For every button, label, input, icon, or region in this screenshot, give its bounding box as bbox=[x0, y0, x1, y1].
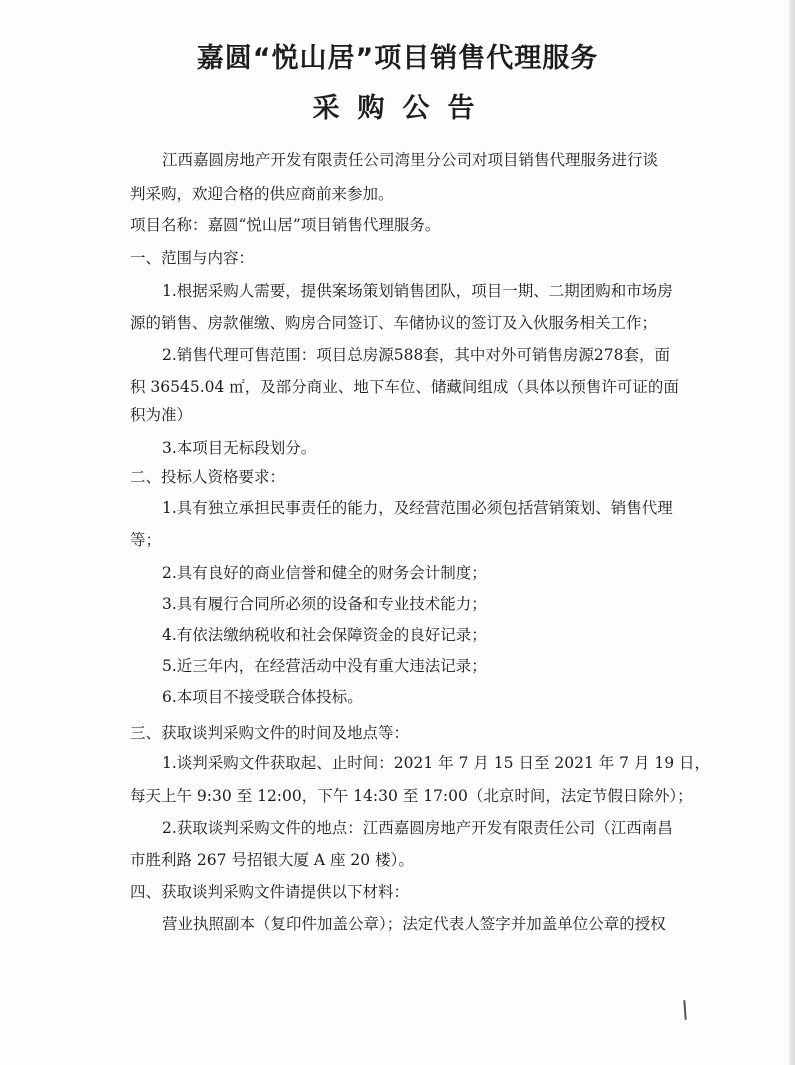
scope-item-2-line-1: 2.销售代理可售范围：项目总房源588套，其中对外可销售房源278套，面 bbox=[162, 346, 670, 364]
section-3-heading: 三、获取谈判采购文件的时间及地点等： bbox=[130, 724, 410, 742]
qual-item-6: 6.本项目不接受联合体投标。 bbox=[162, 688, 363, 706]
page-edge-shadow bbox=[789, 0, 795, 1065]
location-line-2: 市胜利路 267 号招银大厦 A 座 20 楼）。 bbox=[130, 851, 414, 869]
materials-line-1: 营业执照副本（复印件加盖公章）；法定代表人签字并加盖单位公章的授权 bbox=[162, 915, 666, 933]
qual-item-4: 4.有依法缴纳税收和社会保障资金的良好记录； bbox=[162, 626, 487, 644]
time-line-1: 1.谈判采购文件获取起、止时间：2021 年 7 月 15 日至 2021 年 7 月 19 日， bbox=[162, 754, 711, 772]
scope-item-2-line-3: 积为准） bbox=[130, 406, 193, 424]
location-line-1: 2.获取谈判采购文件的地点：江西嘉圆房地产开发有限责任公司（江西南昌 bbox=[162, 819, 673, 837]
time-line-2: 每天上午 9:30 至 12:00，下午 14:30 至 17:00（北京时间，法定节假日除外）； bbox=[130, 787, 693, 805]
scope-item-2-line-2: 积 36545.04 ㎡，及部分商业、地下车位、储藏间组成（具体以预售许可证的面 bbox=[130, 378, 679, 396]
document-title: 嘉圆“悦山居”项目销售代理服务 bbox=[196, 43, 599, 74]
qual-item-1-line-2: 等； bbox=[130, 531, 162, 549]
section-2-heading: 二、投标人资格要求： bbox=[130, 468, 286, 486]
project-name-line: 项目名称：嘉圆“悦山居”项目销售代理服务。 bbox=[130, 216, 441, 234]
intro-line-2: 判采购，欢迎合格的供应商前来参加。 bbox=[130, 185, 394, 203]
qual-item-2: 2.具有良好的商业信誉和健全的财务会计制度； bbox=[162, 564, 487, 582]
intro-line-1: 江西嘉圆房地产开发有限责任公司湾里分公司对项目销售代理服务进行谈 bbox=[162, 151, 659, 169]
section-1-heading: 一、范围与内容： bbox=[130, 249, 255, 267]
qual-item-3: 3.具有履行合同所必须的设备和专业技术能力； bbox=[162, 595, 487, 613]
pen-mark bbox=[683, 1000, 686, 1020]
section-4-heading: 四、获取谈判采购文件请提供以下材料： bbox=[130, 883, 410, 901]
scope-item-1-line-2: 源的销售、房款催缴、购房合同签订、车储协议的签订及入伙服务相关工作； bbox=[130, 314, 658, 332]
scope-item-1-line-1: 1.根据采购人需要，提供案场策划销售团队，项目一期、二期团购和市场房 bbox=[162, 282, 673, 300]
scope-item-3: 3.本项目无标段划分。 bbox=[162, 439, 317, 457]
document-subtitle: 采购公告 bbox=[312, 93, 493, 124]
qual-item-1-line-1: 1.具有独立承担民事责任的能力，及经营范围必须包括营销策划、销售代理 bbox=[162, 499, 673, 517]
qual-item-5: 5.近三年内，在经营活动中没有重大违法记录； bbox=[162, 657, 487, 675]
